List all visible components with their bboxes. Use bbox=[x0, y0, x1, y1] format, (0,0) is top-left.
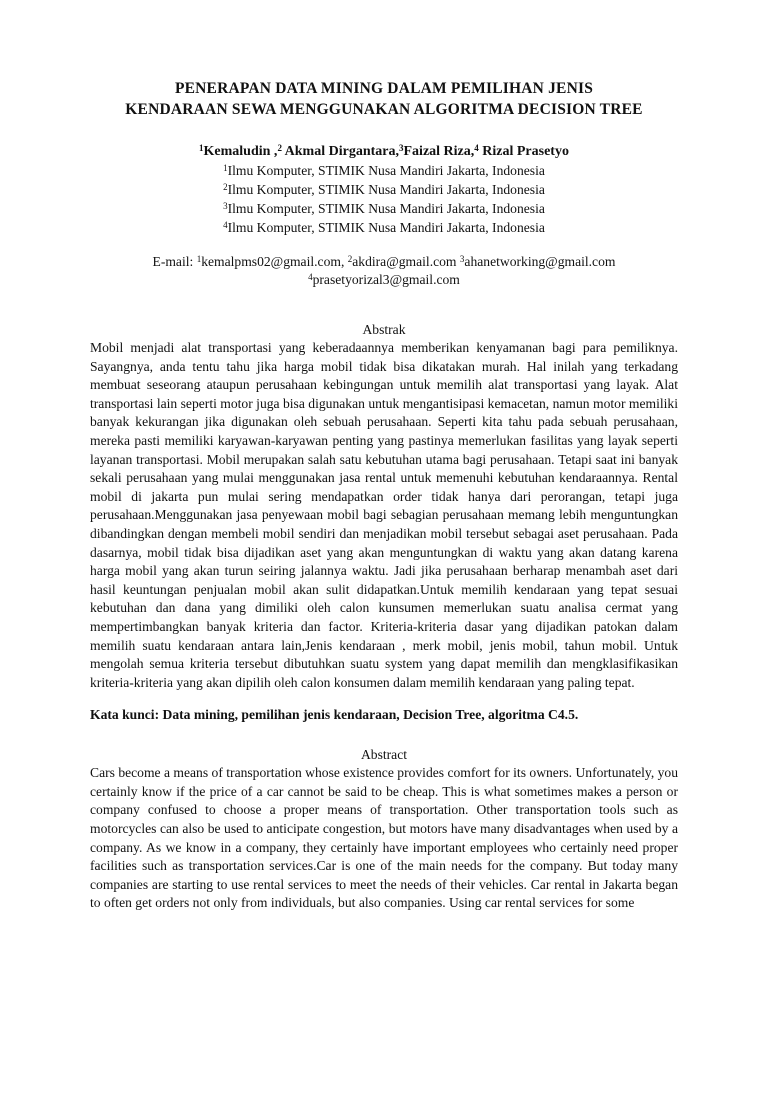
affiliation-4-text: Ilmu Komputer, STIMIK Nusa Mandiri Jakarta, Indonesia bbox=[227, 220, 545, 235]
abstrak-body: Mobil menjadi alat transportasi yang keberadaannya memberikan kenyamanan bagi para pemiliknya. Sayangnya, anda tentu tahu jika harga mobil tidak bisa dikatakan murah. Hal inilah yang terkadang membuat seseorang ataupun perusahaan kebingungan untuk memilih alat transportasi yang layak. Alat transportasi lain seperti motor juga bisa digunakan untuk mengantisipasi kemacetan, namun motor memiliki banyak kekurangan jika digunakan oleh sebuah perusahaan. Seperti kita tahu pada sebuah perusahaan, mereka pasti memiliki karyawan-karyawan penting yang pastinya memerlukan fasilitas yang layak seperti layanan transportasi. Mobil merupakan salah satu kebutuhan utama bagi perusahaan. Tetapi saat ini banyak sekali perusahaan yang mulai menggunakan jasa rental untuk memenuhi kebutuhan kendaraannya. Rental mobil di jakarta pun mulai sering mendapatkan order tidak hanya dari perorangan, tetapi juga perusahaan.Menggunakan jasa penyewaan mobil bagi sebagian perusahaan memang lebih menguntungkan dibandingkan dengan membeli mobil sendiri dan menjadikan mobil tersebut sebagai aset perusahaan. Pada dasarnya, mobil tidak bisa dijadikan aset yang akan menguntungkan di waktu yang akan datang karena harga mobil yang akan turun seiring jalannya waktu. Jadi jika perusahaan berharap menambah aset dari hasil keuntungan penjualan mobil akan sulit didapatkan.Untuk memilih kendaraan yang tepat sesuai kebutuhan dan dana yang dimiliki oleh calon kunsumen memerlukan suatu analisa cermat yang mempertimbangkan banyak kriteria dan factor. Kriteria-kriteria dasar yang dijadikan patokan dalam memilih suatu kendaraan antara lain,Jenis kendaraan , merk mobil, jenis mobil, tahun mobil. Untuk mengolah semua kriteria tersebut dibutuhkan suatu system yang dapat memilih dan mengklasifikasikan kriteria-kriteria yang akan dipilih oleh calon konsumen dalam memilih kendaraan yang paling tepat. bbox=[90, 340, 678, 690]
affiliation-4-sup: 4 bbox=[223, 220, 228, 230]
email-4: prasetyorizal3@gmail.com bbox=[312, 272, 460, 287]
email-line-1 bbox=[90, 253, 678, 271]
keywords: Kata kunci: Data mining, pemilihan jenis kendaraan, Decision Tree, algoritma C4.5. bbox=[90, 707, 579, 723]
title-line-1: PENERAPAN DATA MINING DALAM PEMILIHAN JENIS bbox=[174, 80, 594, 97]
author-4-sup: 4 bbox=[474, 143, 479, 153]
abstrak-heading: Abstrak bbox=[362, 322, 406, 337]
email-1-sup: 1 bbox=[196, 254, 202, 264]
author-2: Akmal Dirgantara, bbox=[281, 144, 399, 159]
affiliation-1-sup: 1 bbox=[223, 163, 228, 173]
email-block bbox=[90, 253, 678, 289]
title-line-2: KENDARAAN SEWA MENGGUNAKAN ALGORITMA DECISION TREE bbox=[125, 101, 643, 118]
email-2: akdira@gmail.com bbox=[352, 254, 460, 269]
affiliation-3 bbox=[90, 199, 678, 218]
author-list bbox=[90, 143, 678, 161]
author-3: Faizal Riza, bbox=[403, 144, 475, 159]
email-3-sup: 3 bbox=[459, 254, 465, 264]
paper-title bbox=[90, 78, 678, 120]
email-2-sup: 2 bbox=[347, 254, 353, 264]
affiliation-3-sup: 3 bbox=[223, 201, 228, 211]
abstract-body: Cars become a means of transportation whose existence provides comfort for its owners. Unfortunately, you certainly know if the price of a car cannot be said to be cheap. This is what sometimes makes a person or company confused to choose a proper means of transportation. Other transportation tools such as motorcycles can also be used to anticipate congestion, but motors have many disadvantages when used by a company. As we know in a company, they certainly have important employees who certainly need proper facilities such as transportation services.Car is one of the main needs for the company. But today many companies are starting to use rental services to meet the needs of their vehicles. Car rental in Jakarta began to often get orders not only from individuals, but also companies. Using car rental services for some bbox=[90, 765, 679, 911]
author-1-sup: 1 bbox=[199, 143, 204, 153]
author-4: Rizal Prasetyo bbox=[478, 144, 569, 159]
affiliation-2-text: Ilmu Komputer, STIMIK Nusa Mandiri Jakarta, Indonesia bbox=[227, 182, 545, 197]
author-1: Kemaludin , bbox=[203, 144, 278, 159]
email-4-sup: 4 bbox=[308, 272, 313, 282]
affiliation-1 bbox=[90, 161, 678, 180]
abstract-heading: Abstract bbox=[360, 747, 408, 763]
email-1: kemalpms02@gmail.com, bbox=[201, 254, 348, 269]
affiliation-4 bbox=[90, 218, 678, 237]
affiliation-2 bbox=[90, 180, 678, 199]
affiliation-list bbox=[90, 161, 678, 237]
affiliation-2-sup: 2 bbox=[223, 182, 228, 192]
email-prefix: E-mail: bbox=[152, 254, 197, 269]
paper-page bbox=[0, 78, 768, 1102]
email-3: ahanetworking@gmail.com bbox=[464, 254, 616, 269]
author-2-sup: 2 bbox=[277, 143, 282, 153]
affiliation-1-text: Ilmu Komputer, STIMIK Nusa Mandiri Jakarta, Indonesia bbox=[227, 163, 545, 178]
affiliation-3-text: Ilmu Komputer, STIMIK Nusa Mandiri Jakarta, Indonesia bbox=[227, 201, 545, 216]
author-3-sup: 3 bbox=[399, 143, 404, 153]
email-line-2 bbox=[90, 271, 678, 289]
